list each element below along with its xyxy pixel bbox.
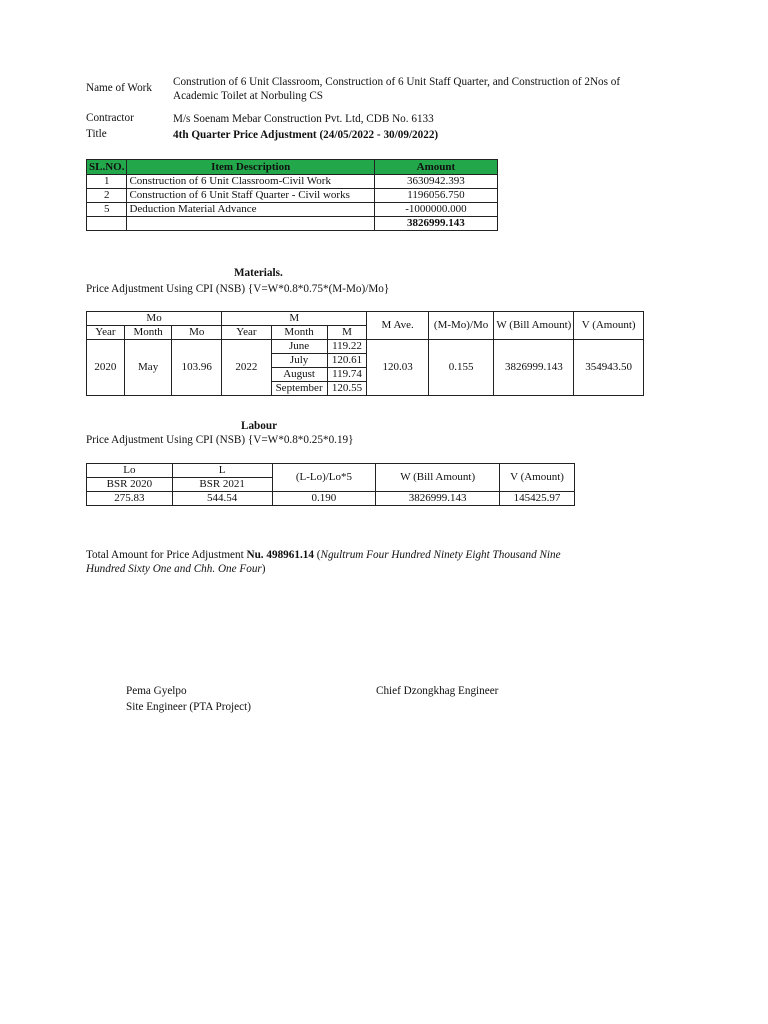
total-words-line2: Hundred Sixty One and Chh. One Four bbox=[86, 563, 262, 575]
total-line-1: Total Amount for Price Adjustment Nu. 498961.14 (Ngultrum Four Hundred Ninety Eight Thousand Nine bbox=[86, 549, 561, 561]
site-engineer-title: Site Engineer (PTA Project) bbox=[126, 701, 251, 713]
base-month: May bbox=[124, 340, 172, 396]
sub-bsr-2020: BSR 2020 bbox=[87, 478, 173, 492]
month-index: 119.74 bbox=[327, 368, 367, 382]
total-prefix: Total Amount for Price Adjustment bbox=[86, 549, 247, 561]
labour-formula: Price Adjustment Using CPI (NSB) {V=W*0.8*0.25*0.19} bbox=[86, 434, 354, 446]
contractor-value: M/s Soenam Mebar Construction Pvt. Ltd, CDB No. 6133 bbox=[173, 113, 434, 125]
labour-v-amount: 145425.97 bbox=[500, 492, 575, 506]
m-average: 120.03 bbox=[367, 340, 428, 396]
col-month-current: Month bbox=[271, 326, 327, 340]
col-labour-ratio: (L-Lo)/Lo*5 bbox=[272, 464, 376, 492]
col-month: Month bbox=[124, 326, 172, 340]
row-description: Construction of 6 Unit Staff Quarter - Civil works bbox=[127, 189, 374, 203]
base-year: 2020 bbox=[87, 340, 125, 396]
labour-ratio-value: 0.190 bbox=[272, 492, 376, 506]
row-amount: 3630942.393 bbox=[374, 175, 497, 189]
col-year: Year bbox=[87, 326, 125, 340]
name-of-work-label: Name of Work bbox=[86, 82, 152, 94]
header-item-description: Item Description bbox=[127, 160, 374, 175]
current-year: 2022 bbox=[222, 340, 272, 396]
total-row-blank-desc bbox=[127, 217, 374, 231]
row-sl: 5 bbox=[87, 203, 127, 217]
month-name: September bbox=[271, 382, 327, 396]
month-name: August bbox=[271, 368, 327, 382]
month-index: 120.55 bbox=[327, 382, 367, 396]
table-row bbox=[87, 203, 498, 217]
bill-amount: 3826999.143 bbox=[494, 340, 574, 396]
chief-engineer-title: Chief Dzongkhag Engineer bbox=[376, 685, 499, 697]
row-amount: -1000000.000 bbox=[374, 203, 497, 217]
col-v-amount: V (Amount) bbox=[574, 312, 644, 340]
col-ratio: (M-Mo)/Mo bbox=[428, 312, 493, 340]
month-name: July bbox=[271, 354, 327, 368]
row-description: Construction of 6 Unit Classroom-Civil Work bbox=[127, 175, 374, 189]
col-bill-amount: W (Bill Amount) bbox=[494, 312, 574, 340]
group-mo: Mo bbox=[87, 312, 222, 326]
table-row bbox=[87, 175, 498, 189]
col-mo: Mo bbox=[172, 326, 222, 340]
total-row bbox=[87, 217, 498, 231]
total-amount: 3826999.143 bbox=[374, 217, 497, 231]
row-description: Deduction Material Advance bbox=[127, 203, 374, 217]
ratio-value: 0.155 bbox=[428, 340, 493, 396]
summary-table bbox=[86, 159, 498, 231]
row-sl: 2 bbox=[87, 189, 127, 203]
total-line-2: Hundred Sixty One and Chh. One Four) bbox=[86, 563, 266, 575]
mo-value: 103.96 bbox=[172, 340, 222, 396]
header-amount: Amount bbox=[374, 160, 497, 175]
contractor-label: Contractor bbox=[86, 112, 134, 124]
materials-table bbox=[86, 311, 644, 396]
materials-heading: Materials. bbox=[234, 267, 283, 279]
labour-heading: Labour bbox=[241, 420, 278, 432]
name-of-work-line1: Constrution of 6 Unit Classroom, Construction of 6 Unit Staff Quarter, and Construction of 2Nos of bbox=[173, 76, 621, 88]
month-name: June bbox=[271, 340, 327, 354]
col-m-ave: M Ave. bbox=[367, 312, 428, 340]
total-words-line1: Ngultrum Four Hundred Ninety Eight Thousand Nine bbox=[320, 549, 561, 561]
sub-bsr-2021: BSR 2021 bbox=[172, 478, 272, 492]
title-value: 4th Quarter Price Adjustment (24/05/2022 - 30/09/2022) bbox=[173, 129, 439, 141]
row-sl: 1 bbox=[87, 175, 127, 189]
col-labour-bill: W (Bill Amount) bbox=[376, 464, 500, 492]
col-labour-v: V (Amount) bbox=[500, 464, 575, 492]
total-row-blank-sl bbox=[87, 217, 127, 231]
col-year-current: Year bbox=[222, 326, 272, 340]
labour-table bbox=[86, 463, 575, 506]
header-sl-no: SL.NO. bbox=[87, 160, 127, 175]
col-lo: Lo bbox=[87, 464, 173, 478]
row-amount: 1196056.750 bbox=[374, 189, 497, 203]
name-of-work-line2: Academic Toilet at Norbuling CS bbox=[173, 90, 324, 102]
table-row bbox=[87, 189, 498, 203]
summary-header-row bbox=[87, 160, 498, 175]
month-index: 119.22 bbox=[327, 340, 367, 354]
materials-formula: Price Adjustment Using CPI (NSB) {V=W*0.8*0.75*(M-Mo)/Mo} bbox=[86, 283, 390, 295]
labour-bill-amount: 3826999.143 bbox=[376, 492, 500, 506]
site-engineer-name: Pema Gyelpo bbox=[126, 685, 187, 697]
l-value: 544.54 bbox=[172, 492, 272, 506]
lo-value: 275.83 bbox=[87, 492, 173, 506]
group-m: M bbox=[222, 312, 367, 326]
title-label: Title bbox=[86, 128, 107, 140]
v-amount: 354943.50 bbox=[574, 340, 644, 396]
month-index: 120.61 bbox=[327, 354, 367, 368]
total-amount-nu: Nu. 498961.14 bbox=[246, 549, 314, 561]
col-l: L bbox=[172, 464, 272, 478]
col-m: M bbox=[327, 326, 367, 340]
